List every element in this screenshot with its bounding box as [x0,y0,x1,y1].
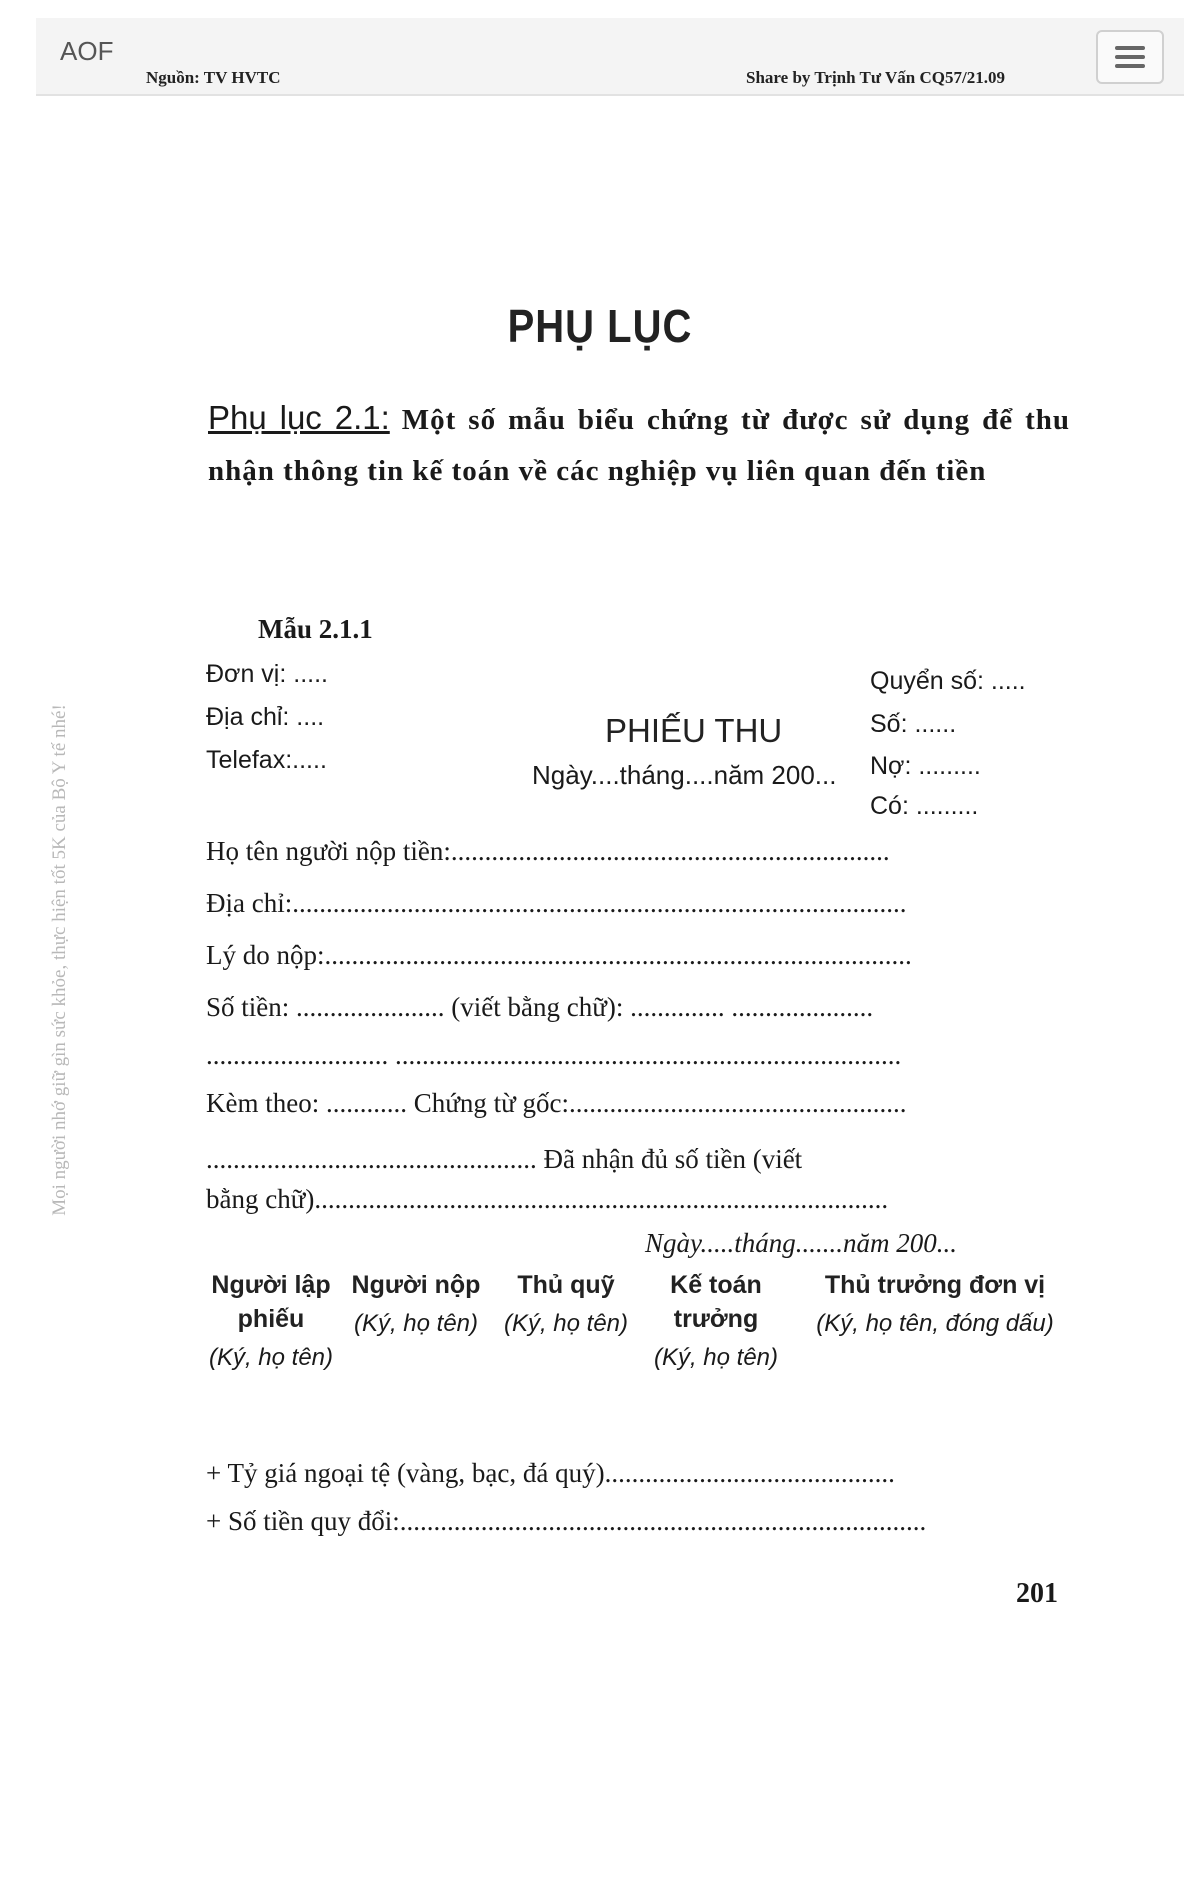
top-bar [36,18,1184,96]
signature-chief-accountant [646,1268,786,1372]
telefax-field: Telefax:..... [206,746,327,774]
side-watermark: Mọi người nhớ giữ gìn sức khỏe, thực hiện tốt 5K của Bộ Y tế nhé! [49,704,70,1216]
brand-logo-text[interactable]: AOF [60,36,114,66]
attachment-line: Kèm theo: ............ Chứng từ gốc:.................................................. [206,1088,907,1118]
hamburger-menu-button[interactable] [1096,30,1164,84]
signature-note: (Ký, họ tên) [653,1344,779,1371]
signature-preparer [206,1268,336,1372]
address-line: Địa chỉ:........................................................................................... [206,888,907,918]
source-credit: Nguồn: TV HVTC [146,68,281,87]
signature-date: Ngày.....tháng.......năm 200... [645,1228,958,1258]
signature-cashier [496,1268,636,1338]
signature-role: Thủ trưởng đơn vị [824,1271,1046,1299]
amount-continuation-line: ........................... ........................................................................... [206,1040,902,1070]
page-heading: PHỤ LỤC [507,301,693,353]
signature-role: Thủ quỹ [517,1271,615,1299]
converted-amount-line: + Số tiền quy đổi:.............................................................................. [206,1506,927,1536]
menu-icon-bar [1115,46,1145,50]
exchange-rate-line: + Tỷ giá ngoại tệ (vàng, bạc, đá quý)........................................... [206,1458,895,1488]
signature-note: (Ký, họ tên) [208,1344,334,1371]
signature-payer [346,1268,486,1338]
received-words-line: bằng chữ)..................................................................................... [206,1184,889,1214]
share-credit: Share by Trịnh Tư Vấn CQ57/21.09 [746,68,1005,87]
menu-icon-bar [1115,64,1145,68]
debit-field: Nợ: ......... [870,752,981,780]
signature-note: (Ký, họ tên) [503,1310,629,1337]
signature-role: Kế toán trưởng [670,1271,762,1333]
received-amount-line: ................................................. Đã nhận đủ số tiền (viết [206,1144,803,1174]
reason-line: Lý do nộp:....................................................................................... [206,940,912,970]
form-date: Ngày....tháng....năm 200... [532,760,837,790]
signature-role: Người nộp [351,1271,481,1299]
amount-line: Số tiền: ...................... (viết bằng chữ): .............. ..................... [206,992,874,1022]
book-number-field: Quyển số: ..... [870,667,1026,695]
appendix-subheading [208,392,1070,497]
page-number: 201 [1016,1578,1058,1609]
address-info-field: Địa chỉ: .... [206,703,325,731]
number-field: Số: ...... [870,710,957,738]
credit-field: Có: ......... [870,792,979,820]
signature-role: Người lập phiếu [211,1271,331,1333]
signature-note: (Ký, họ tên) [353,1310,479,1337]
form-title: PHIẾU THU [605,712,783,749]
appendix-number: Phụ lục 2.1: [208,399,390,436]
menu-icon-bar [1115,55,1145,59]
unit-field: Đơn vị: ..... [206,660,328,688]
form-label: Mẫu 2.1.1 [258,614,373,644]
signature-head-of-unit [800,1268,1070,1338]
appendix-description: Một số mẫu biểu chứng từ được sử dụng để thu nhận thông tin kế toán về các nghiệp vụ liên quan đến tiền [208,404,1071,487]
signature-note: (Ký, họ tên, đóng dấu) [816,1310,1054,1337]
payer-name-line: Họ tên người nộp tiền:................................................................. [206,836,890,866]
